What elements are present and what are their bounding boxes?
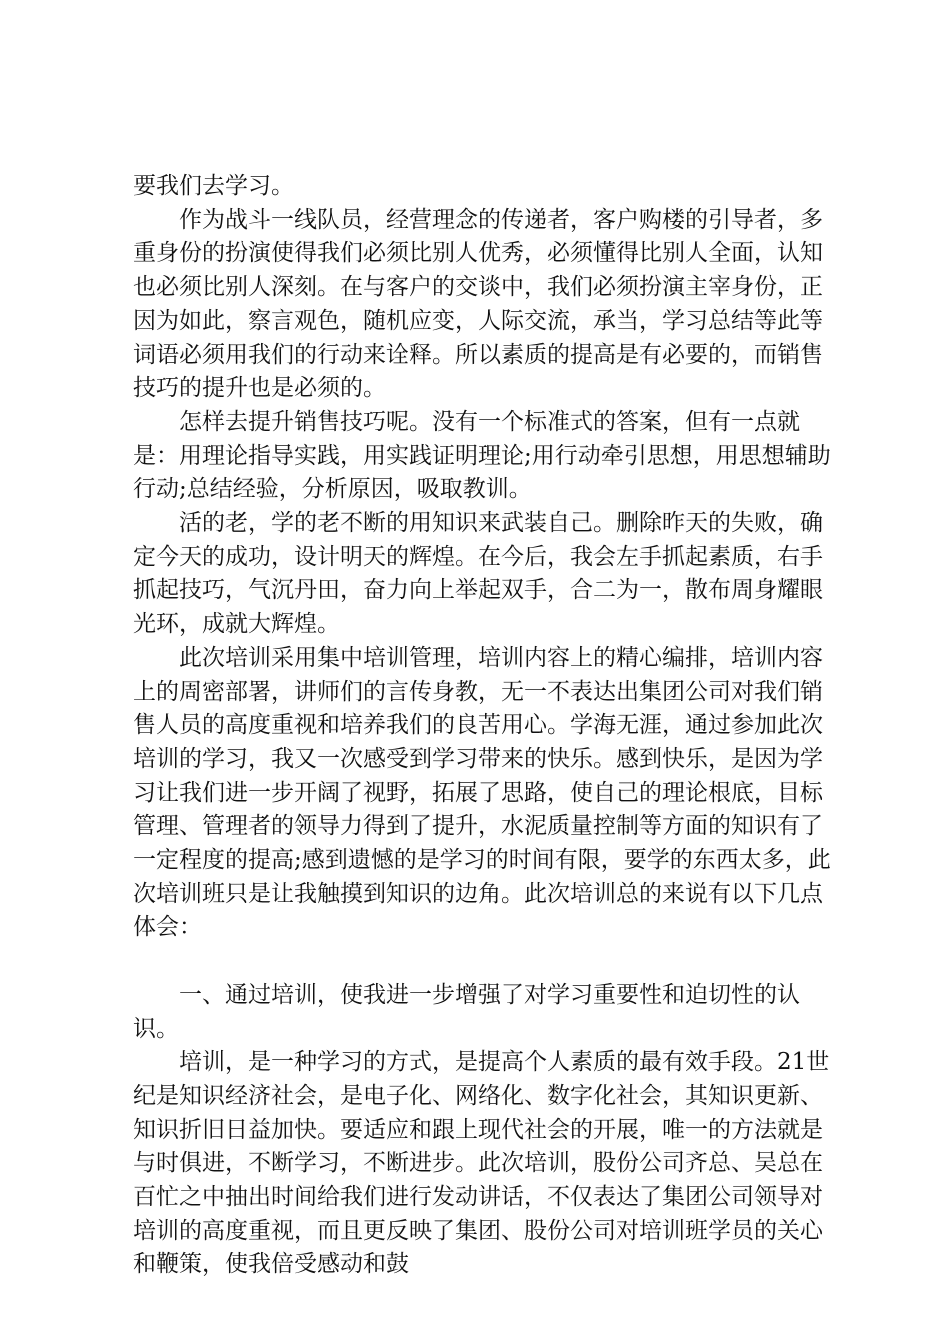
paragraph-frontline-role: 作为战斗一线队员，经营理念的传递者，客户购楼的引导者，多重身份的扮演使得我们必须比别人优秀，必须懂得比别人全面，认知也必须比别人深刻。在与客户的交谈中，我们必须扮演主宰身份，正因为如此，察言观色，随机应变，人际交流，承当，学习总结等此等词语必须用我们的行动来诠释。所以素质的提高是有必要的，而销售技巧的提升也是必须的。 bbox=[133, 206, 823, 402]
section-heading-one: 一、通过培训，使我进一步增强了对学习重要性和迫切性的认识。 bbox=[133, 981, 800, 1042]
paragraph-continuation: 要我们去学习。 bbox=[133, 173, 294, 199]
paragraph-training-importance: 培训，是一种学习的方式，是提高个人素质的最有效手段。21世纪是知识经济社会，是电子化、网络化、数字化社会，其知识更新、知识折旧日益加快。要适应和跟上现代社会的开展，唯一的方法就是与时俱进，不断学习，不断进步。此次培训，股份公司齐总、吴总在百忙之中抽出时间给我们进行发动讲话，不仅表达了集团公司领导对培训的高度重视，而且更反映了集团、股份公司对培训班学员的关心和鞭策，使我倍受感动和鼓 bbox=[133, 1049, 830, 1278]
paragraph-training-overview: 此次培训采用集中培训管理，培训内容上的精心编排，培训内容上的周密部署，讲师们的言传身教，无一不表达出集团公司对我们销售人员的高度重视和培养我们的良苦用心。学海无涯，通过参加此次培训的学习，我又一次感受到学习带来的快乐。感到快乐，是因为学习让我们进一步开阔了视野，拓展了思路，使自己的理论根底，目标管理、管理者的领导力得到了提升，水泥质量控制等方面的知识有了一定程度的提高;感到遗憾的是学习的时间有限，要学的东西太多，此次培训班只是让我触摸到知识的边角。此次培训总的来说有以下几点体会： bbox=[133, 644, 831, 941]
paragraph-sales-skills: 怎样去提升销售技巧呢。没有一个标准式的答案，但有一点就是：用理论指导实践，用实践证明理论;用行动牵引思想，用思想辅助行动;总结经验，分析原因，吸取教训。 bbox=[133, 408, 831, 503]
paragraph-lifelong-learning: 活的老，学的老不断的用知识来武装自己。删除昨天的失败，确定今天的成功，设计明天的辉煌。在今后，我会左手抓起素质，右手抓起技巧，气沉丹田，奋力向上举起双手，合二为一，散布周身耀眼光环，成就大辉煌。 bbox=[133, 510, 823, 638]
document-body bbox=[133, 170, 833, 1282]
paragraph-spacer bbox=[133, 945, 833, 979]
